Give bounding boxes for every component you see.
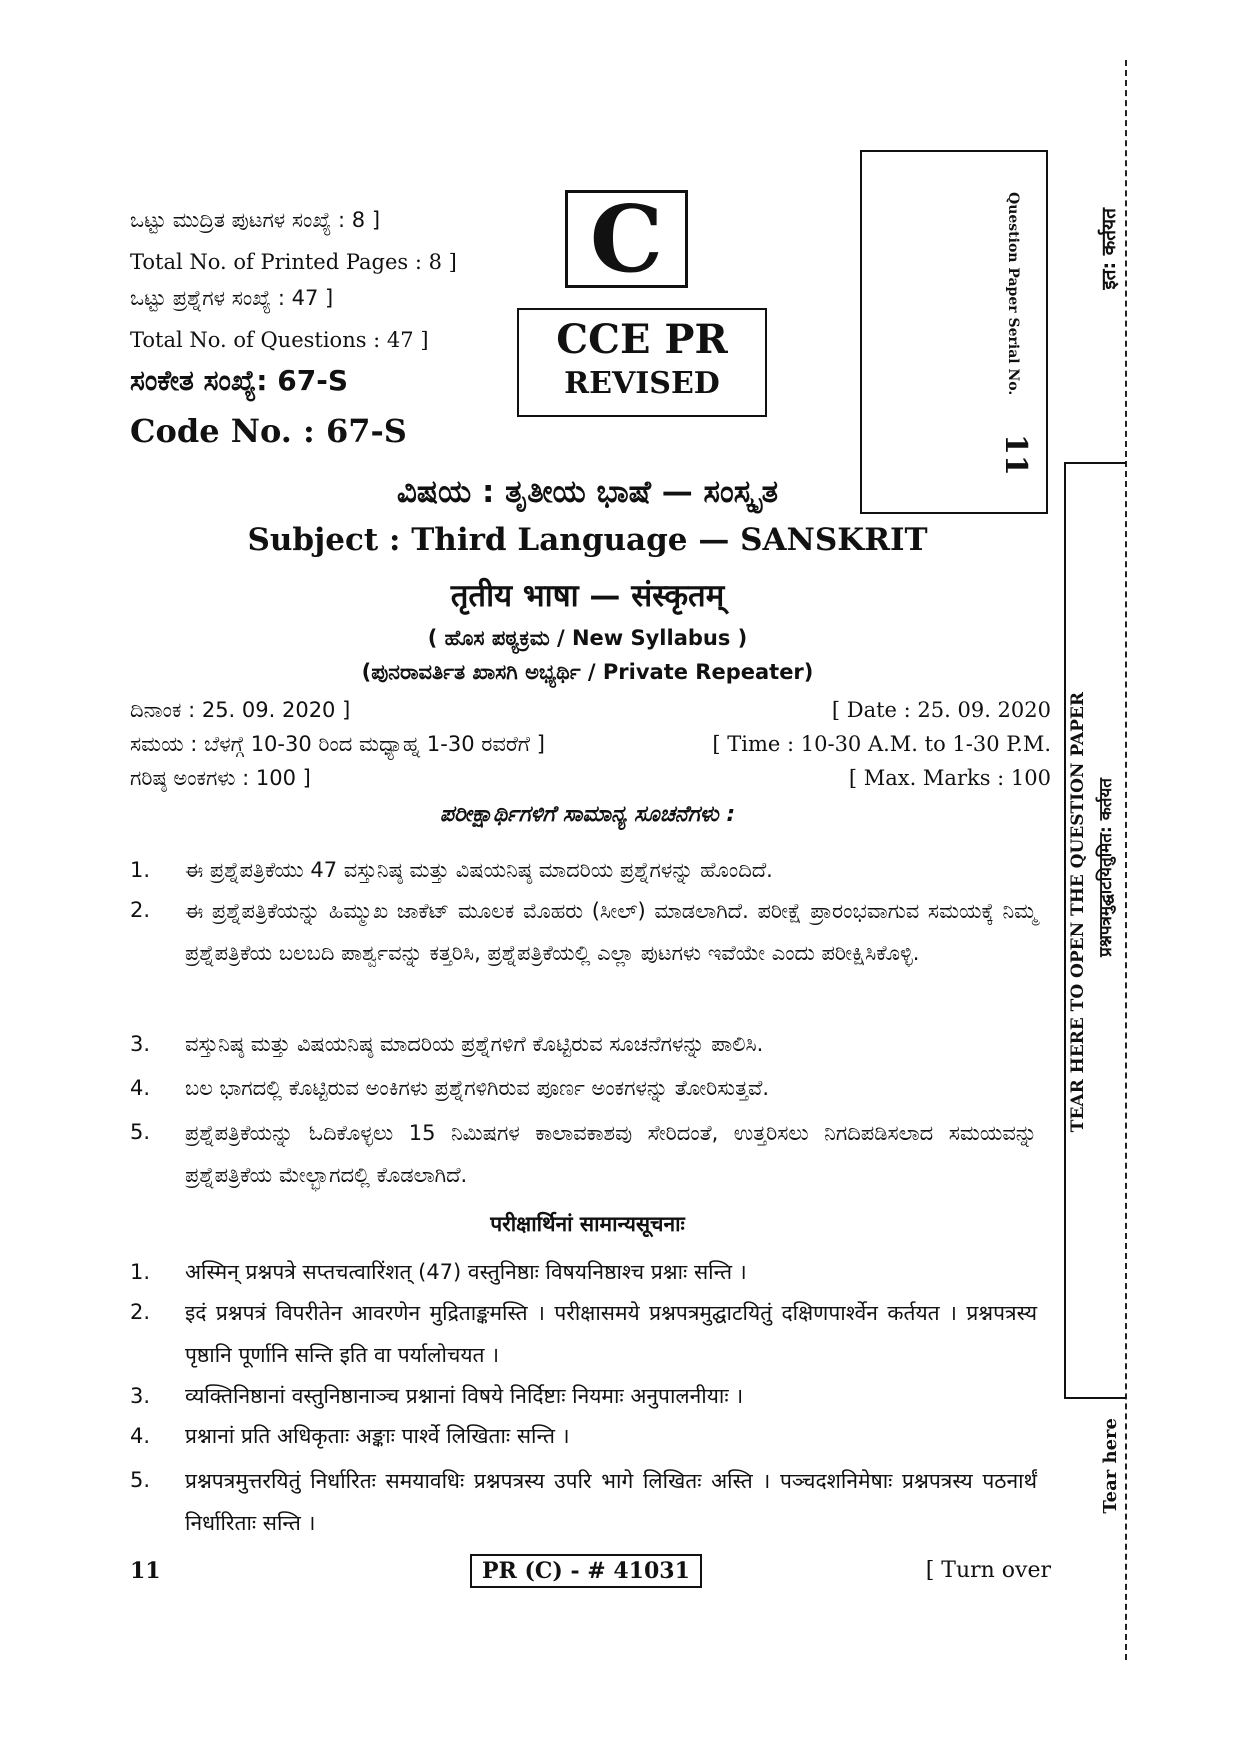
kn-instruction-text: ಈ ಪ್ರಶ್ನೆಪತ್ರಿಕೆಯನ್ನು ಹಿಮ್ಮುಖ ಜಾಕೆಟ್ ಮೂಲಕ ಮೊಹರು (ಸೀಲ್) ಮಾಡಲಾಗಿದೆ. ಪರೀಕ್ಷೆ ಪ್ರಾರಂಭವಾಗುವ ಸಮಯಕ್ಕೆ ನಿಮ್ಮ ಪ್ರಶ್ನೆಪತ್ರಿಕೆಯ ಬಲಬದಿ ಪಾರ್ಶ್ವವನ್ನು ಕತ್ತರಿಸಿ, ಪ್ರಶ್ನೆಪತ್ರಿಕೆಯಲ್ಲಿ ಎಲ್ಲಾ ಪುಟಗಳು ಇವೆಯೇ ಎಂದು ಪರೀಕ್ಷಿಸಿಕೊಳ್ಳಿ. [185, 899, 1037, 965]
code-number-en: Code No. : 67-S [130, 412, 407, 450]
total-questions-kn: ಒಟ್ಟು ಪ್ರಶ್ನೆಗಳ ಸಂಖ್ಯೆ : 47 ] [130, 286, 334, 310]
sa-instruction-2 [130, 1292, 1040, 1376]
tear-hindi-top: इत: कर्तयत [1098, 208, 1120, 290]
sa-instruction-number: 5. [130, 1468, 151, 1492]
version-letter: C [589, 185, 664, 293]
candidate-type: (ಪುನರಾವರ್ತಿತ ಖಾಸಗಿ ಅಭ್ಯರ್ಥಿ / Private Repeater) [361, 660, 814, 684]
sa-instruction-number: 2. [130, 1300, 151, 1324]
subject-kn: ವಿಷಯ : ತೃತೀಯ ಭಾಷೆ — ಸಂಸ್ಕೃತ [396, 474, 779, 510]
cce-revised-box [517, 308, 767, 417]
serial-number-value: 11 [998, 434, 1033, 476]
tear-main-en: TEAR HERE TO OPEN THE QUESTION PAPER [1068, 692, 1088, 1133]
tear-rule-top [1064, 462, 1126, 464]
date-kn: ದಿನಾಂಕ : 25. 09. 2020 ] [130, 698, 351, 722]
kn-instruction-4 [130, 1068, 1040, 1108]
sanskrit-instructions-heading: परीक्षार्थिनां सामान्यसूचनाः [490, 1212, 685, 1236]
kn-instruction-3 [130, 1024, 1040, 1064]
kannada-instructions-heading: ಪರೀಕ್ಷಾರ್ಥಿಗಳಿಗೆ ಸಾಮಾನ್ಯ ಸೂಚನೆಗಳು : [439, 802, 736, 827]
kn-instruction-5 [130, 1112, 1040, 1196]
kn-instruction-text: ವಸ್ತುನಿಷ್ಠ ಮತ್ತು ವಿಷಯನಿಷ್ಠ ಮಾದರಿಯ ಪ್ರಶ್ನೆಗಳಿಗೆ ಕೊಟ್ಟಿರುವ ಸೂಚನೆಗಳನ್ನು ಪಾಲಿಸಿ. [185, 1032, 764, 1056]
tear-main-sa: प्रश्नपत्रमुद्घाटयितुमित: कर्तयत [1096, 778, 1116, 957]
printed-pages-kn: ಒಟ್ಟು ಮುದ್ರಿತ ಪುಟಗಳ ಸಂಖ್ಯೆ : 8 ] [130, 208, 381, 232]
sa-instruction-3 [130, 1376, 1040, 1416]
total-questions-en: Total No. of Questions : 47 ] [130, 328, 429, 352]
turn-over-label: [ Turn over [925, 1558, 1051, 1583]
kn-instruction-number: 5. [130, 1120, 151, 1144]
sa-instruction-text: इदं प्रश्नपत्रं विपरीतेन आवरणेन मुद्रिताङ्कमस्ति । परीक्षासमये प्रश्नपत्रमुद्घाटयितुं दक्षिणपार्श्वेन कर्तयत । प्रश्नपत्रस्य पृष्ठानि पूर्णानि सन्ति इति वा पर्यालोचयत । [185, 1301, 1037, 1367]
sa-instruction-number: 4. [130, 1424, 151, 1448]
footer-code: PR (C) - # 41031 [470, 1554, 702, 1588]
sa-instruction-4 [130, 1416, 1040, 1456]
sa-instruction-number: 3. [130, 1384, 151, 1408]
marks-en: [ Max. Marks : 100 [848, 766, 1051, 790]
sa-instruction-1 [130, 1252, 1040, 1292]
syllabus-label: ( ಹೊಸ ಪಠ್ಯಕ್ರಮ / New Syllabus ) [427, 626, 748, 650]
tear-here-label: Tear here [1100, 1418, 1121, 1514]
footer-page-number: 11 [130, 1558, 161, 1584]
code-number-kn: ಸಂಕೇತ ಸಂಖ್ಯೆ: 67-S [130, 364, 348, 397]
sa-instruction-text: व्यक्तिनिष्ठानां वस्तुनिष्ठानाञ्च प्रश्नानां विषये निर्दिष्टाः नियमाः अनुपालनीयाः । [185, 1384, 744, 1408]
marks-kn: ಗರಿಷ್ಠ ಅಂಕಗಳು : 100 ] [130, 766, 311, 790]
sa-instruction-text: अस्मिन् प्रश्नपत्रे सप्तचत्वारिंशत् (47) वस्तुनिष्ठाः विषयनिष्ठाश्च प्रश्नाः सन्ति । [185, 1260, 747, 1284]
sa-instruction-text: प्रश्नपत्रमुत्तरयितुं निर्धारितः समयावधिः प्रश्नपत्रस्य उपरि भागे लिखितः अस्ति । पञ्चदशनिमेषाः प्रश्नपत्रस्य पठनार्थं निर्धारिताः सन्ति । [185, 1469, 1037, 1535]
cce-pr-label: CCE PR [556, 316, 728, 363]
kn-instruction-text: ಬಲ ಭಾಗದಲ್ಲಿ ಕೊಟ್ಟಿರುವ ಅಂಕಿಗಳು ಪ್ರಶ್ನೆಗಳಿಗಿರುವ ಪೂರ್ಣ ಅಂಕಗಳನ್ನು ತೋರಿಸುತ್ತವೆ. [185, 1076, 770, 1100]
sa-instruction-number: 1. [130, 1260, 151, 1284]
sa-instruction-5 [130, 1460, 1040, 1544]
tear-rule-bottom [1064, 1397, 1126, 1399]
printed-pages-en: Total No. of Printed Pages : 8 ] [130, 250, 457, 274]
sa-instruction-text: प्रश्नानां प्रति अधिकृताः अङ्काः पार्श्वे लिखिताः सन्ति । [185, 1424, 570, 1448]
kn-instruction-number: 4. [130, 1076, 151, 1100]
time-en: [ Time : 10-30 A.M. to 1-30 P.M. [712, 732, 1051, 756]
date-en: [ Date : 25. 09. 2020 [831, 698, 1051, 722]
subject-sa: तृतीय भाषा — संस्कृतम् [450, 578, 725, 614]
kn-instruction-text: ಈ ಪ್ರಶ್ನೆಪತ್ರಿಕೆಯು 47 ವಸ್ತುನಿಷ್ಠ ಮತ್ತು ವಿಷಯನಿಷ್ಠ ಮಾದರಿಯ ಪ್ರಶ್ನೆಗಳನ್ನು ಹೊಂದಿದೆ. [185, 858, 773, 882]
kn-instruction-text: ಪ್ರಶ್ನೆಪತ್ರಿಕೆಯನ್ನು ಓದಿಕೊಳ್ಳಲು 15 ನಿಮಿಷಗಳ ಕಾಲಾವಕಾಶವು ಸೇರಿದಂತೆ, ಉತ್ತರಿಸಲು ನಿಗದಿಪಡಿಸಲಾದ ಸಮಯವನ್ನು ಪ್ರಶ್ನೆಪತ್ರಿಕೆಯ ಮೇಲ್ಭಾಗದಲ್ಲಿ ಕೊಡಲಾಗಿದೆ. [185, 1121, 1037, 1187]
kn-instruction-1 [130, 850, 1040, 890]
kn-instruction-2 [130, 890, 1040, 1010]
kn-instruction-number: 3. [130, 1032, 151, 1056]
version-letter-box [565, 185, 688, 293]
time-kn: ಸಮಯ : ಬೆಳಗ್ಗೆ 10-30 ರಿಂದ ಮಧ್ಯಾಹ್ನ 1-30 ರವರೆಗೆ ] [130, 732, 545, 756]
serial-number-label: Question Paper Serial No. [1005, 192, 1021, 396]
tear-dashed-line [1125, 60, 1127, 1660]
revised-label: REVISED [564, 366, 720, 401]
subject-en: Subject : Third Language — SANSKRIT [247, 522, 928, 558]
kn-instruction-number: 2. [130, 898, 151, 922]
kn-instruction-number: 1. [130, 858, 151, 882]
serial-number-box [860, 150, 1048, 514]
